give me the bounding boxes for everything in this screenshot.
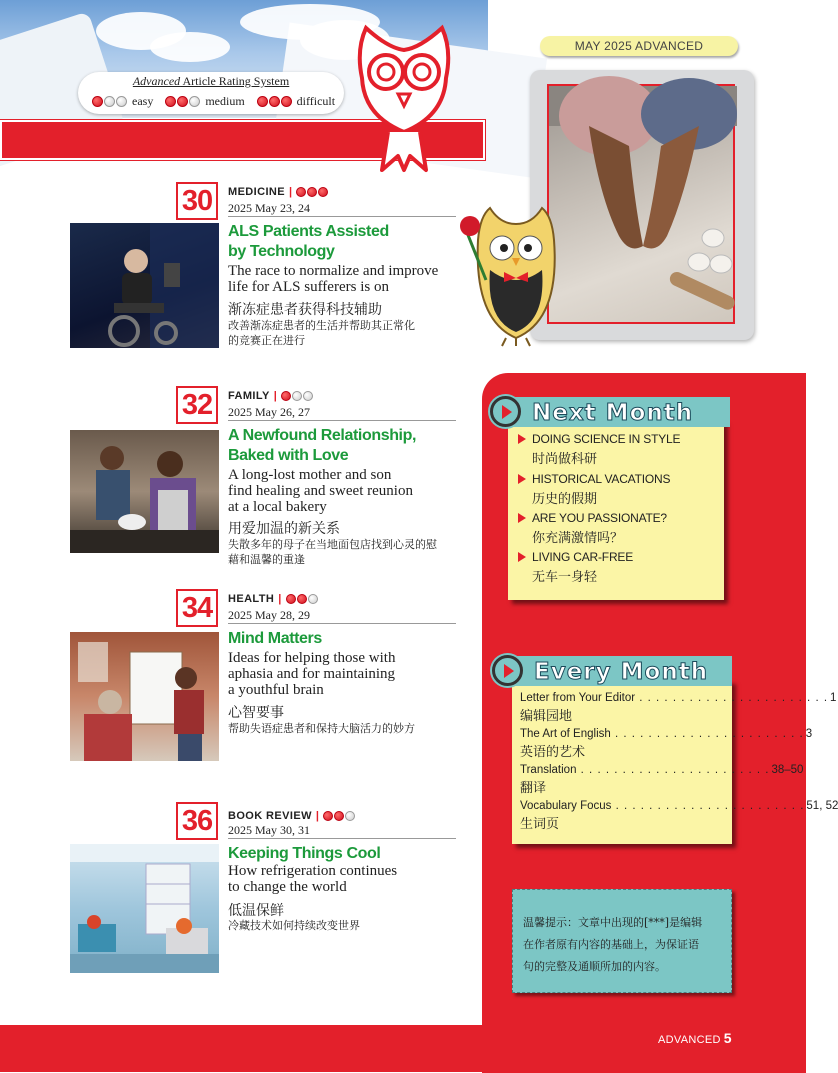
next-month-heading: Next Month — [492, 397, 730, 427]
article-category: BOOK REVIEW | — [228, 810, 356, 822]
rating-level-label: difficult — [296, 94, 336, 108]
wheelchair-photo-illustration — [70, 223, 219, 348]
divider — [228, 420, 456, 421]
difficulty-dot-icon — [292, 391, 302, 401]
difficulty-dot-icon — [308, 594, 318, 604]
difficulty-dot-icon — [297, 594, 307, 604]
play-arrow-icon — [490, 396, 521, 427]
article-subtitle-zh: 帮助失语症患者和保持大脑活力的妙方 — [228, 723, 415, 735]
article-title: A Newfound Relationship, Baked with Love — [228, 427, 417, 464]
every-month-box — [512, 680, 838, 844]
difficulty-dot-icon — [334, 811, 344, 821]
every-month-item[interactable]: Letter from Your Editor . . . . . . . . . . . . . . . . . . . . . . . 1 编辑园地 — [520, 692, 837, 723]
triangle-bullet-icon — [518, 513, 526, 523]
page-number: 30 — [176, 182, 218, 220]
rating-legend-levels — [92, 94, 347, 109]
rating-legend-title: Advanced Article Rating System — [132, 74, 290, 88]
article-title-zh: 用爱加温的新关系 — [228, 520, 340, 536]
rating-level-label: easy — [132, 94, 154, 108]
page-number: 32 — [176, 386, 218, 424]
cartoon-owl-mascot-icon — [456, 200, 576, 348]
article-photo-refrigeration — [70, 844, 219, 973]
article-title: ALS Patients Assisted by Technology — [228, 223, 389, 260]
difficulty-dot-icon — [257, 96, 268, 107]
difficulty-dot-icon — [104, 96, 115, 107]
triangle-bullet-icon — [518, 434, 526, 444]
difficulty-dot-icon — [345, 811, 355, 821]
difficulty-dot-icon — [303, 391, 313, 401]
divider — [228, 838, 456, 839]
page-number: 34 — [176, 589, 218, 627]
every-month-item[interactable]: Vocabulary Focus . . . . . . . . . . . . . . . . . . . . . . . 51, 52 生词页 — [520, 800, 838, 831]
editor-notice-box — [512, 889, 732, 993]
article-photo-bakery — [70, 430, 219, 553]
article-category: MEDICINE | — [228, 186, 329, 198]
article-photo-wheelchair — [70, 223, 219, 348]
article-subtitle-zh: 失散多年的母子在当地面包店找到心灵的慰 藉和温馨的重逢 — [228, 539, 437, 566]
page-number: 36 — [176, 802, 218, 840]
difficulty-dot-icon — [318, 187, 328, 197]
difficulty-dot-icon — [296, 187, 306, 197]
article-photo-painting — [70, 632, 219, 761]
difficulty-dot-icon — [281, 96, 292, 107]
divider — [228, 216, 456, 217]
article-subtitle: The race to normalize and improve life for ALS sufferers is on — [228, 263, 439, 295]
cloud — [150, 32, 230, 62]
difficulty-dot-icon — [323, 811, 333, 821]
difficulty-dot-icon — [281, 391, 291, 401]
difficulty-dot-icon — [116, 96, 127, 107]
difficulty-dot-icon — [269, 96, 280, 107]
article-category: FAMILY | — [228, 390, 314, 402]
article-title-zh: 心智要事 — [228, 704, 284, 720]
article-date: 2025 May 23, 24 — [228, 201, 310, 215]
every-month-item[interactable]: Translation . . . . . . . . . . . . . . . . . . . . . . . 38–50 翻译 — [520, 764, 804, 795]
every-month-item[interactable]: The Art of English . . . . . . . . . . . . . . . . . . . . . . . 3 英语的艺术 — [520, 728, 813, 759]
article-title: Mind Matters — [228, 630, 322, 647]
refrigeration-photo-illustration — [70, 844, 219, 973]
editor-notice-text: 温馨提示：文章中出现的[***]是编辑 在作者原有内容的基础上，为保证语 句的完整及通顺所加的内容。 — [523, 916, 703, 973]
rating-level-label: medium — [205, 94, 245, 108]
article-title: Keeping Things Cool — [228, 845, 381, 862]
triangle-bullet-icon — [518, 474, 526, 484]
difficulty-dot-icon — [189, 96, 200, 107]
difficulty-dot-icon — [92, 96, 103, 107]
issue-label: MAY 2025 ADVANCED — [540, 36, 738, 56]
difficulty-dot-icon — [286, 594, 296, 604]
article-subtitle-zh: 改善渐冻症患者的生活并帮助其正常化 的竞赛正在进行 — [228, 320, 415, 347]
difficulty-dot-icon — [165, 96, 176, 107]
owl-logo-icon — [348, 20, 460, 180]
difficulty-dot-icon — [177, 96, 188, 107]
article-subtitle: How refrigeration continues to change the world — [228, 863, 398, 895]
article-rating-legend — [78, 72, 344, 114]
every-month-heading: Every Month — [494, 656, 732, 686]
difficulty-dot-icon — [307, 187, 317, 197]
divider — [228, 623, 456, 624]
triangle-bullet-icon — [518, 552, 526, 562]
article-subtitle-zh: 冷藏技术如何持续改变世界 — [228, 920, 360, 932]
article-subtitle: A long-lost mother and son find healing and sweet reunion at a local bakery — [228, 467, 413, 515]
article-title-zh: 低温保鲜 — [228, 902, 284, 918]
article-category: HEALTH | — [228, 593, 319, 605]
footer-page-number: 5 — [723, 1030, 732, 1046]
play-arrow-icon — [492, 655, 523, 686]
article-subtitle: Ideas for helping those with aphasia and for maintaining a youthful brain — [228, 650, 396, 698]
article-date: 2025 May 26, 27 — [228, 405, 310, 419]
hands-illustration — [549, 86, 737, 326]
article-date: 2025 May 30, 31 — [228, 823, 310, 837]
article-title-zh: 渐冻症患者获得科技辅助 — [228, 301, 382, 317]
bakery-photo-illustration — [70, 430, 219, 553]
page-footer: ADVANCED 5 — [658, 1030, 732, 1046]
painting-photo-illustration — [70, 632, 219, 761]
article-date: 2025 May 28, 29 — [228, 608, 310, 622]
next-month-box: DOING SCIENCE IN STYLE 时尚做科研 HISTORICAL VACATIONS 历史的假期 ARE YOU PASSIONATE? 你充满激情吗？ LIVING CAR-FREE 无车一身轻 — [508, 420, 724, 600]
